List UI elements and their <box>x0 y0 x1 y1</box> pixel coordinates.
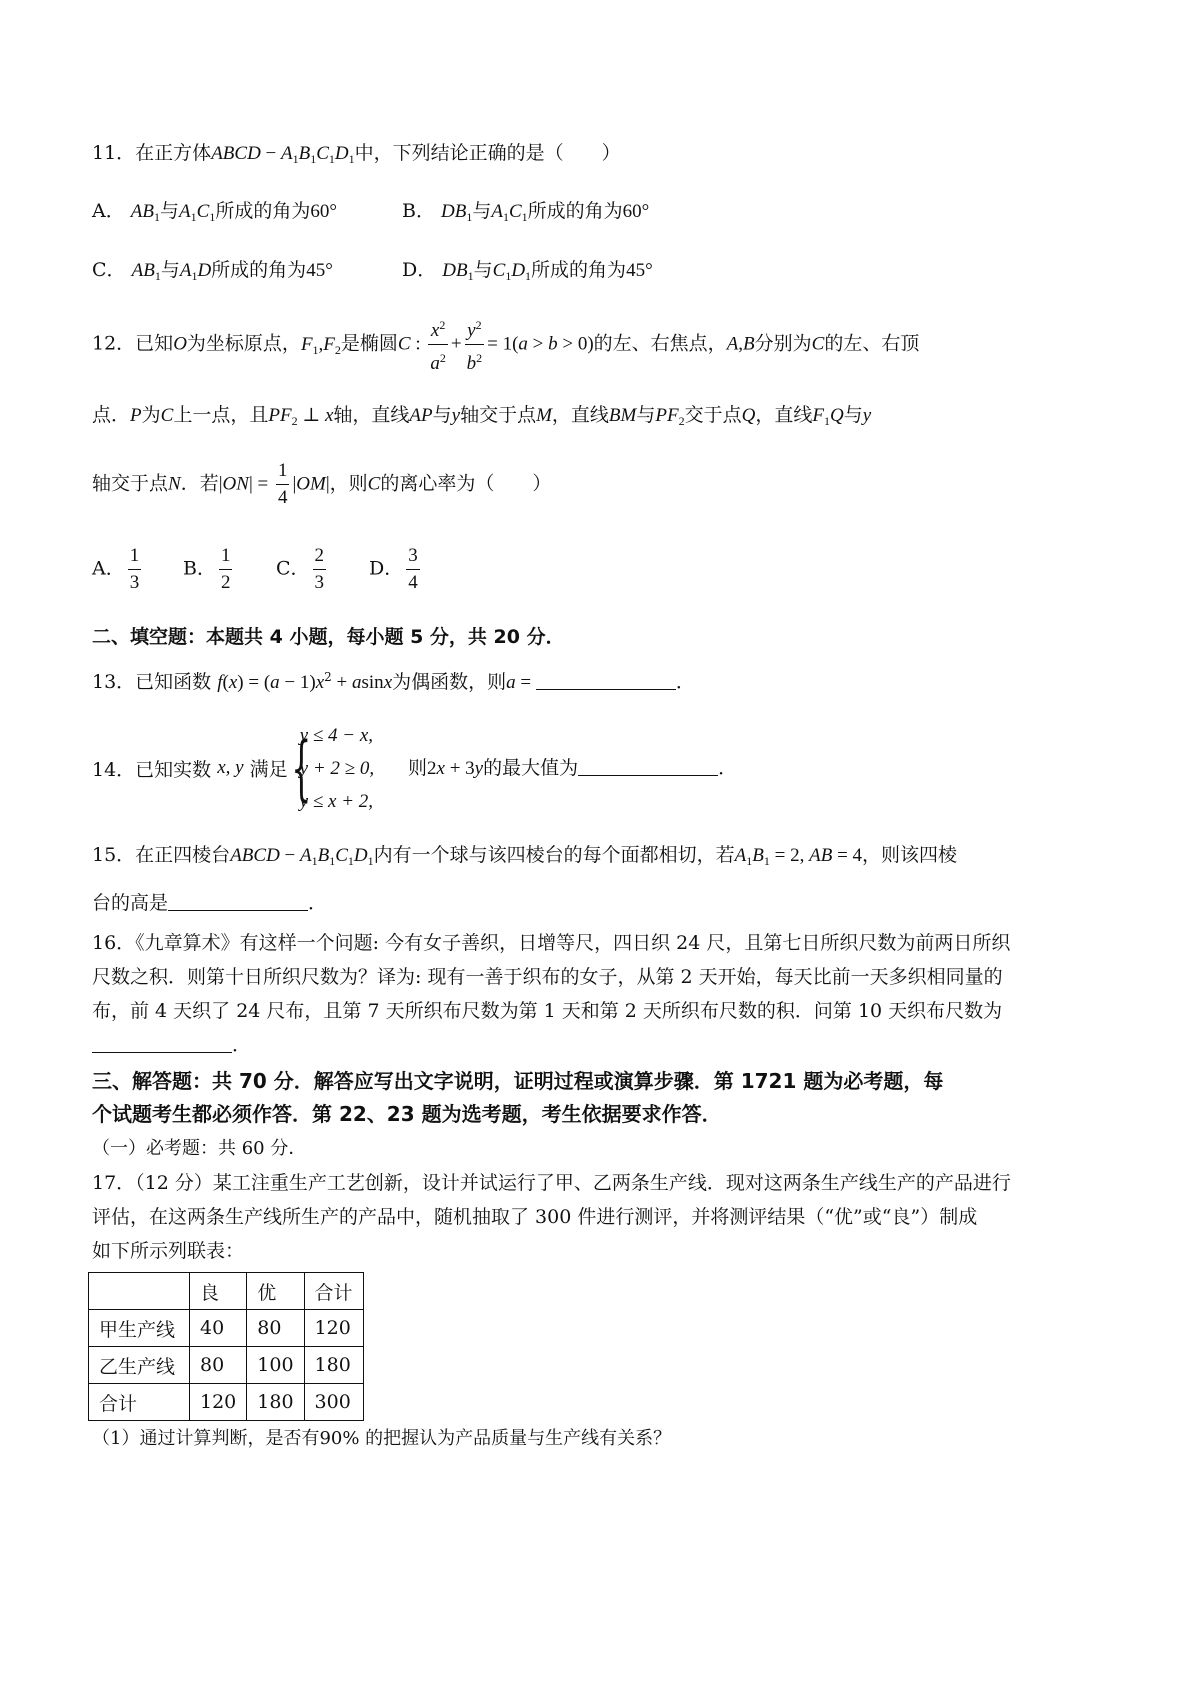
contingency-table <box>88 1272 364 1421</box>
q15-line2: 台的高是 ． <box>92 892 328 914</box>
table-cell: 合计 <box>89 1384 190 1421</box>
q12-line3: 轴交于点N．若|ON| = $\frac{1}{4}$ |OM|，则C的离心率为（ ） <box>92 460 552 508</box>
q16-line2: 尺数之积．则第十日所织尺数为？译为: 现有一善于织布的女子，从第 2 天开始，每天比前一天多织相同量的 <box>92 966 1003 988</box>
table-row <box>89 1310 364 1347</box>
q17-line1: 17．（12 分）某工注重生产工艺创新，设计并试运行了甲、乙两条生产线．现对这两条生产线生产的产品进行 <box>92 1172 1011 1194</box>
table-cell: 80 <box>190 1347 247 1384</box>
table-header-cell: 合计 <box>304 1273 363 1310</box>
q14-tail: 则2x + 3y的最大值为 ． <box>408 757 738 779</box>
q11-option-c: C． $AB_1$与$A_1D$所成的角为45° <box>92 259 333 283</box>
system-brace: { <box>290 727 312 809</box>
table-cell: 120 <box>304 1310 363 1347</box>
section-3-heading-line1: 三、解答题：共 70 分．解答应写出文字说明，证明过程或演算步骤．第 1721 题为必考题，每 <box>92 1069 944 1093</box>
table-cell: 100 <box>247 1347 304 1384</box>
table-cell: 80 <box>247 1310 304 1347</box>
table-cell: 180 <box>304 1347 363 1384</box>
q17-line3: 如下所示列联表： <box>92 1240 245 1262</box>
q17-line2: 评估，在这两条生产线所生产的产品中，随机抽取了 300 件进行测评，并将测评结果（“优”或“良”）制成 <box>92 1206 978 1228</box>
q12-line1: 12．已知O为坐标原点，$F_1,F_2$是椭圆C : $\frac{x^2}{a^2}$ + $\frac{y^2}{b^2}$ = 1(a > b > 0)的左、右焦点，A,B分别为C的左、右顶 <box>92 312 919 377</box>
table-header-cell: 优 <box>247 1273 304 1310</box>
q11-stem: 11．在正方体ABCD − $A_1B_1C_1D_1$中，下列结论正确的是（ ） <box>92 142 621 166</box>
table-cell: 甲生产线 <box>89 1310 190 1347</box>
q12-choice-b: B． $\frac{1}{2}$ <box>183 545 231 593</box>
table-cell <box>89 1273 190 1310</box>
q16-line1: 16．《九章算术》有这样一个问题: 今有女子善织，日增等尺，四日织 24 尺，且第七日所织尺数为前两日所织 <box>92 932 1011 954</box>
q11-option-b: B． $DB_1$与$A_1C_1$所成的角为60° <box>402 200 650 224</box>
table-header-cell: 良 <box>190 1273 247 1310</box>
table-cell: 40 <box>190 1310 247 1347</box>
q12-line2: 点．P为C上一点，且$PF_2$ ⊥ x轴，直线AP与y轴交于点M，直线BM与$PF_2$交于点Q，直线$F_1Q$与y <box>92 404 872 428</box>
q12-choice-d: D． $\frac{3}{4}$ <box>369 545 418 593</box>
q15-line1: 15．在正四棱台ABCD − $A_1B_1C_1D_1$内有一个球与该四棱台的每个面都相切，若$A_1B_1 = 2$, AB = 4，则该四棱 <box>92 844 958 868</box>
q12-choice-a: A． $\frac{1}{3}$ <box>92 545 140 593</box>
required-questions-label: （一）必考题：共 60 分． <box>92 1138 307 1159</box>
table-cell: 300 <box>304 1384 363 1421</box>
q16-line3: 布，前 4 天织了 24 尺布，且第 7 天所织布尺数为第 1 天和第 2 天所织布尺数的积．问第 10 天织布尺数为 <box>92 1000 1003 1022</box>
q17-subquestion-1: （1）通过计算判断，是否有90% 的把握认为产品质量与生产线有关系？ <box>92 1428 672 1449</box>
constraint-system: y ≤ 4 − x, y + 2 ≥ 0, y ≤ x + 2, <box>299 724 375 812</box>
section-2-heading: 二、填空题：本题共 4 小题，每小题 5 分，共 20 分． <box>92 626 565 648</box>
table-cell: 乙生产线 <box>89 1347 190 1384</box>
q14: 14．已知实数 x, y 满足{ y ≤ 4 − x, y + 2 ≥ 0, y ≤ x + 2, <box>92 718 374 818</box>
table-row <box>89 1384 364 1421</box>
q16-line4: ． <box>92 1030 251 1057</box>
q11-option-a: A． $AB_1$与$A_1C_1$所成的角为60° <box>92 200 337 224</box>
table-row <box>89 1347 364 1384</box>
table-cell: 120 <box>190 1384 247 1421</box>
q13: 13．已知函数 $f(x) = (a - 1)x^2 + asinx$为偶函数，则a = ． <box>92 670 695 693</box>
table-header-row <box>89 1273 364 1310</box>
q11-option-d: D． $DB_1$与$C_1D_1$所成的角为45° <box>402 259 653 283</box>
table-cell: 180 <box>247 1384 304 1421</box>
section-3-heading-line2: 个试题考生都必须作答．第 22、23 题为选考题，考生依据要求作答． <box>92 1102 722 1126</box>
q12-choice-c: C． $\frac{2}{3}$ <box>276 545 325 593</box>
